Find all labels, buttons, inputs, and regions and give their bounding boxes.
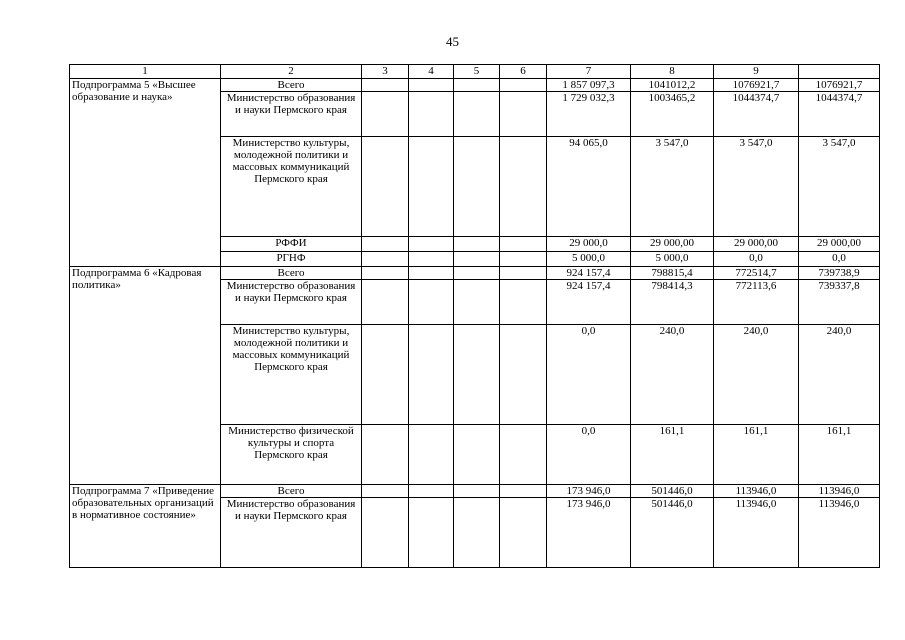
empty-cell <box>454 252 500 267</box>
funding-source: Министерство культуры, молодежной политики и массовых коммуникаций Пермского края <box>221 137 362 237</box>
value-cell: 161,1 <box>631 425 714 485</box>
value-cell: 1003465,2 <box>631 92 714 137</box>
funding-source: Министерство образования и науки Пермского края <box>221 498 362 568</box>
value-cell: 0,0 <box>714 252 799 267</box>
value-cell: 1 857 097,3 <box>547 79 631 92</box>
empty-cell <box>454 280 500 325</box>
value-cell: 1044374,7 <box>714 92 799 137</box>
funding-source: Всего <box>221 267 362 280</box>
value-cell: 161,1 <box>714 425 799 485</box>
funding-source: Всего <box>221 79 362 92</box>
table-header-row <box>70 65 880 79</box>
empty-cell <box>500 325 547 425</box>
empty-cell <box>409 79 454 92</box>
value-cell: 0,0 <box>547 325 631 425</box>
empty-cell <box>362 498 409 568</box>
empty-cell <box>409 485 454 498</box>
empty-cell <box>454 425 500 485</box>
empty-cell <box>362 252 409 267</box>
value-cell: 173 946,0 <box>547 485 631 498</box>
value-cell: 240,0 <box>631 325 714 425</box>
funding-source: Министерство образования и науки Пермского края <box>221 280 362 325</box>
value-cell: 501446,0 <box>631 498 714 568</box>
empty-cell <box>362 237 409 252</box>
value-cell: 240,0 <box>799 325 880 425</box>
value-cell: 1044374,7 <box>799 92 880 137</box>
funding-source: Министерство физической культуры и спорта Пермского края <box>221 425 362 485</box>
value-cell: 739337,8 <box>799 280 880 325</box>
value-cell: 501446,0 <box>631 485 714 498</box>
empty-cell <box>409 498 454 568</box>
value-cell: 173 946,0 <box>547 498 631 568</box>
value-cell: 924 157,4 <box>547 267 631 280</box>
empty-cell <box>409 325 454 425</box>
value-cell: 29 000,00 <box>714 237 799 252</box>
empty-cell <box>362 92 409 137</box>
value-cell: 0,0 <box>547 425 631 485</box>
funding-source: Министерство культуры, молодежной политики и массовых коммуникаций Пермского края <box>221 325 362 425</box>
value-cell: 240,0 <box>714 325 799 425</box>
empty-cell <box>409 137 454 237</box>
table-row <box>70 267 880 280</box>
empty-cell <box>500 425 547 485</box>
column-header: 6 <box>500 65 547 79</box>
value-cell: 113946,0 <box>799 498 880 568</box>
empty-cell <box>362 425 409 485</box>
table-row <box>70 79 880 92</box>
value-cell: 5 000,0 <box>547 252 631 267</box>
empty-cell <box>454 237 500 252</box>
empty-cell <box>500 498 547 568</box>
value-cell: 3 547,0 <box>631 137 714 237</box>
value-cell: 1076921,7 <box>799 79 880 92</box>
subprogram-title: Подпрограмма 6 «Кадровая политика» <box>70 267 221 485</box>
column-header: 2 <box>221 65 362 79</box>
subprogram-title: Подпрограмма 7 «Приведение образовательных организаций в нормативное состояние» <box>70 485 221 568</box>
value-cell: 798414,3 <box>631 280 714 325</box>
value-cell: 113946,0 <box>714 485 799 498</box>
value-cell: 3 547,0 <box>714 137 799 237</box>
empty-cell <box>454 92 500 137</box>
empty-cell <box>500 237 547 252</box>
table-row <box>70 485 880 498</box>
empty-cell <box>362 79 409 92</box>
column-header: 7 <box>547 65 631 79</box>
funding-source: РГНФ <box>221 252 362 267</box>
value-cell: 94 065,0 <box>547 137 631 237</box>
empty-cell <box>362 325 409 425</box>
subprogram-title: Подпрограмма 5 «Высшее образование и наука» <box>70 79 221 267</box>
empty-cell <box>409 425 454 485</box>
value-cell: 5 000,0 <box>631 252 714 267</box>
value-cell: 29 000,00 <box>631 237 714 252</box>
empty-cell <box>500 92 547 137</box>
empty-cell <box>454 267 500 280</box>
empty-cell <box>409 252 454 267</box>
empty-cell <box>500 137 547 237</box>
value-cell: 1041012,2 <box>631 79 714 92</box>
value-cell: 29 000,00 <box>799 237 880 252</box>
funding-source: Всего <box>221 485 362 498</box>
empty-cell <box>454 137 500 237</box>
empty-cell <box>409 237 454 252</box>
empty-cell <box>500 252 547 267</box>
value-cell: 924 157,4 <box>547 280 631 325</box>
empty-cell <box>500 267 547 280</box>
budget-table <box>69 64 880 568</box>
empty-cell <box>500 485 547 498</box>
column-header: 1 <box>70 65 221 79</box>
empty-cell <box>454 325 500 425</box>
empty-cell <box>454 485 500 498</box>
funding-source: Министерство образования и науки Пермского края <box>221 92 362 137</box>
value-cell: 1 729 032,3 <box>547 92 631 137</box>
empty-cell <box>409 280 454 325</box>
funding-source: РФФИ <box>221 237 362 252</box>
empty-cell <box>362 485 409 498</box>
value-cell: 798815,4 <box>631 267 714 280</box>
empty-cell <box>362 267 409 280</box>
column-header: 8 <box>631 65 714 79</box>
value-cell: 113946,0 <box>714 498 799 568</box>
column-header: 5 <box>454 65 500 79</box>
column-header: 3 <box>362 65 409 79</box>
empty-cell <box>454 79 500 92</box>
value-cell: 739738,9 <box>799 267 880 280</box>
value-cell: 772113,6 <box>714 280 799 325</box>
empty-cell <box>409 267 454 280</box>
value-cell: 772514,7 <box>714 267 799 280</box>
page-number: 45 <box>446 34 459 49</box>
empty-cell <box>362 137 409 237</box>
empty-cell <box>362 280 409 325</box>
column-header <box>799 65 880 79</box>
value-cell: 3 547,0 <box>799 137 880 237</box>
empty-cell <box>454 498 500 568</box>
empty-cell <box>500 79 547 92</box>
value-cell: 113946,0 <box>799 485 880 498</box>
value-cell: 29 000,0 <box>547 237 631 252</box>
value-cell: 1076921,7 <box>714 79 799 92</box>
empty-cell <box>409 92 454 137</box>
column-header: 4 <box>409 65 454 79</box>
column-header: 9 <box>714 65 799 79</box>
value-cell: 0,0 <box>799 252 880 267</box>
value-cell: 161,1 <box>799 425 880 485</box>
empty-cell <box>500 280 547 325</box>
